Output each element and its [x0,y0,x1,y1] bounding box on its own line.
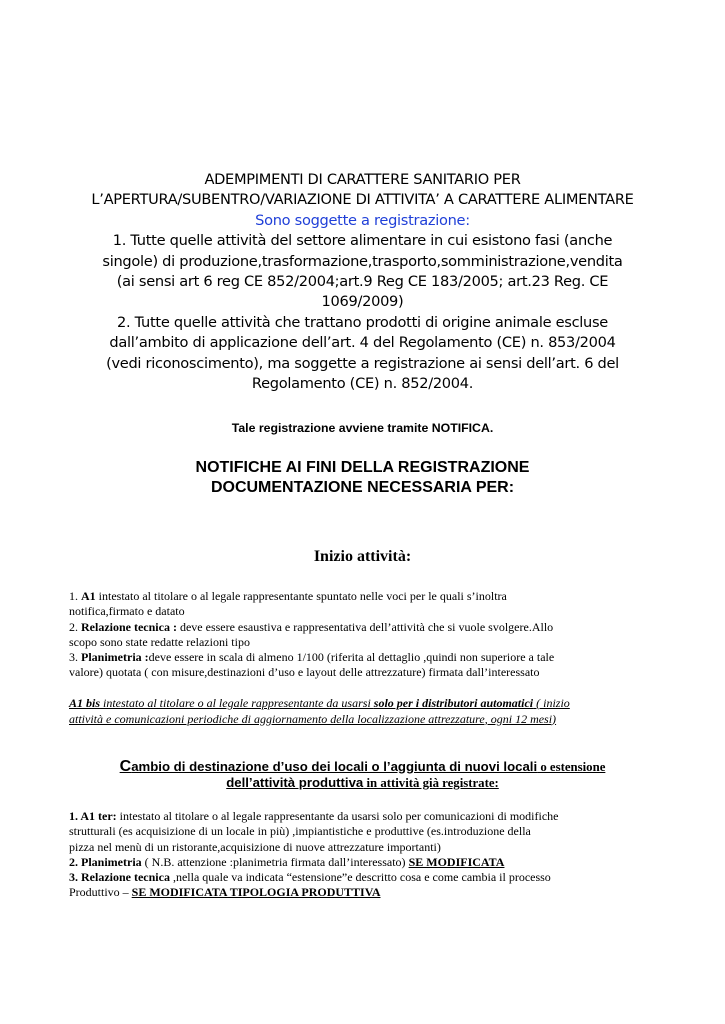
criterion-2-line: (vedi riconoscimento), ma soggette a registrazione ai sensi dell’art. 6 del [106,354,619,372]
a1-bis-emphasis: solo per i distributori automatici [373,696,534,710]
cambio-heading [60,759,665,791]
registration-subject-line: Sono soggette a registrazione: [255,211,470,229]
criterion-1-line: 1. Tutte quelle attività del settore alimentare in cui esistono fasi (anche [112,232,613,250]
drop-cap: C [119,758,132,775]
a1-bis-line-1 [69,696,669,712]
header-block [60,170,665,394]
section-heading [0,458,725,498]
item-text: intestato al titolare o al legale rappresentante spuntato nelle voci per le quali s’inoltra [95,589,507,603]
criterion-1-line: singole) di produzione,trasformazione,trasporto,somministrazione,vendita [102,252,623,270]
item-number: 2. [69,854,81,869]
cambio-heading-text: o estensione [537,760,606,774]
a1-bis-line-2: attività e comunicazioni periodiche di aggiornamento della localizzazione attrezzature, ogni 12 mesi) [69,711,557,726]
item-bold-label: Relazione tecnica : [81,619,177,634]
section-heading-line-1: NOTIFICHE AI FINI DELLA REGISTRAZIONE [195,459,530,476]
criterion-2-line: dall’ambito di applicazione dell’art. 4 del Regolamento (CE) n. 853/2004 [109,334,616,352]
header-title-line-1: ADEMPIMENTI DI CARATTERE SANITARIO PER [204,171,521,188]
item-text: deve essere esaustiva e rappresentativa dell’attività che si vuole svolgere.Allo [176,619,554,634]
a1-bis-label: A1 bis [69,696,101,710]
list-item [69,589,669,604]
inizio-list [69,589,669,681]
criterion-1-line: (ai sensi art 6 reg CE 852/2004;art.9 Reg CE 183/2005; art.23 Reg. CE [116,273,609,291]
item-number: 2. [69,619,81,634]
criterion-1-line: 1069/2009) [321,293,404,311]
item-number: 1. [69,589,81,603]
notification-notice: Tale registrazione avviene tramite NOTIFICA. [231,421,494,435]
criterion-2-line: Regolamento (CE) n. 852/2004. [251,375,474,393]
item-emphasis: SE MODIFICATA [408,854,505,869]
a1-bis-text: ( inizio [533,696,570,710]
cambio-list [69,809,669,901]
item-bold-label: Planimetria [81,854,142,869]
list-item [69,855,669,870]
header-title-line-2: L’APERTURA/SUBENTRO/VARIAZIONE DI ATTIVITA’ A CARATTERE ALIMENTARE [91,191,634,209]
item-bold-label: Planimetria : [81,650,149,665]
item-text: Produttivo – [69,885,132,900]
a1-bis-note [69,696,669,727]
item-text: intestato al titolare o al legale rappresentante da usarsi solo per comunicazioni di modifiche [116,809,559,823]
list-item-continuation: notifica,firmato e datato [69,604,185,619]
list-item [69,620,669,635]
item-bold-label: A1 [81,589,96,603]
cambio-heading-line-2 [60,775,665,791]
item-number: 3. [69,870,81,885]
list-item [69,870,669,885]
list-item-continuation: strutturali (es acquisizione di un locale in più) ,impiantistiche e produttive (es.introduzione della [69,824,531,839]
item-emphasis: SE MODIFICATA TIPOLOGIA PRODUTTIVA [131,885,381,900]
a1-bis-text: intestato al titolare o al legale rappresentante da usarsi [100,696,374,710]
list-item-continuation [69,885,669,900]
item-text: ( N.B. attenzione :planimetria firmata dall’interessato) [141,854,409,869]
list-item-continuation: valore) quotata ( con misure,destinazioni d’uso e layout delle attrezzature) firmata dall’interessato [69,665,540,680]
list-item [69,809,669,824]
item-number: 3. [69,650,81,665]
section-heading-line-2: DOCUMENTAZIONE NECESSARIA PER: [210,479,515,496]
list-item-continuation: scopo sono state redatte relazioni tipo [69,634,250,649]
list-item-continuation: pizza nel menù di un ristorante,acquisizione di nuove attrezzature importanti) [69,839,441,854]
inizio-attivita-title: Inizio attività: [313,548,412,565]
cambio-heading-line-1 [60,759,665,775]
item-text: ,nella quale va indicata “estensione”e descritto cosa e come cambia il processo [169,870,551,885]
item-text: deve essere in scala di almeno 1/100 (riferita al dettaglio ,quindi non superiore a tale [148,650,555,665]
cambio-heading-text: ambio di destinazione d’uso dei locali o l’aggiunta di nuovi locali [131,759,538,774]
list-item [69,650,669,665]
criterion-2-line: 2. Tutte quelle attività che trattano prodotti di origine animale escluse [117,313,608,331]
cambio-heading-text: dell’attività produttiva [226,775,364,790]
item-bold-label: A1 ter: [80,809,117,823]
item-bold-label: Relazione tecnica [81,870,170,885]
cambio-heading-text: in attività già registrate: [363,776,499,790]
item-number: 1. [69,809,81,823]
